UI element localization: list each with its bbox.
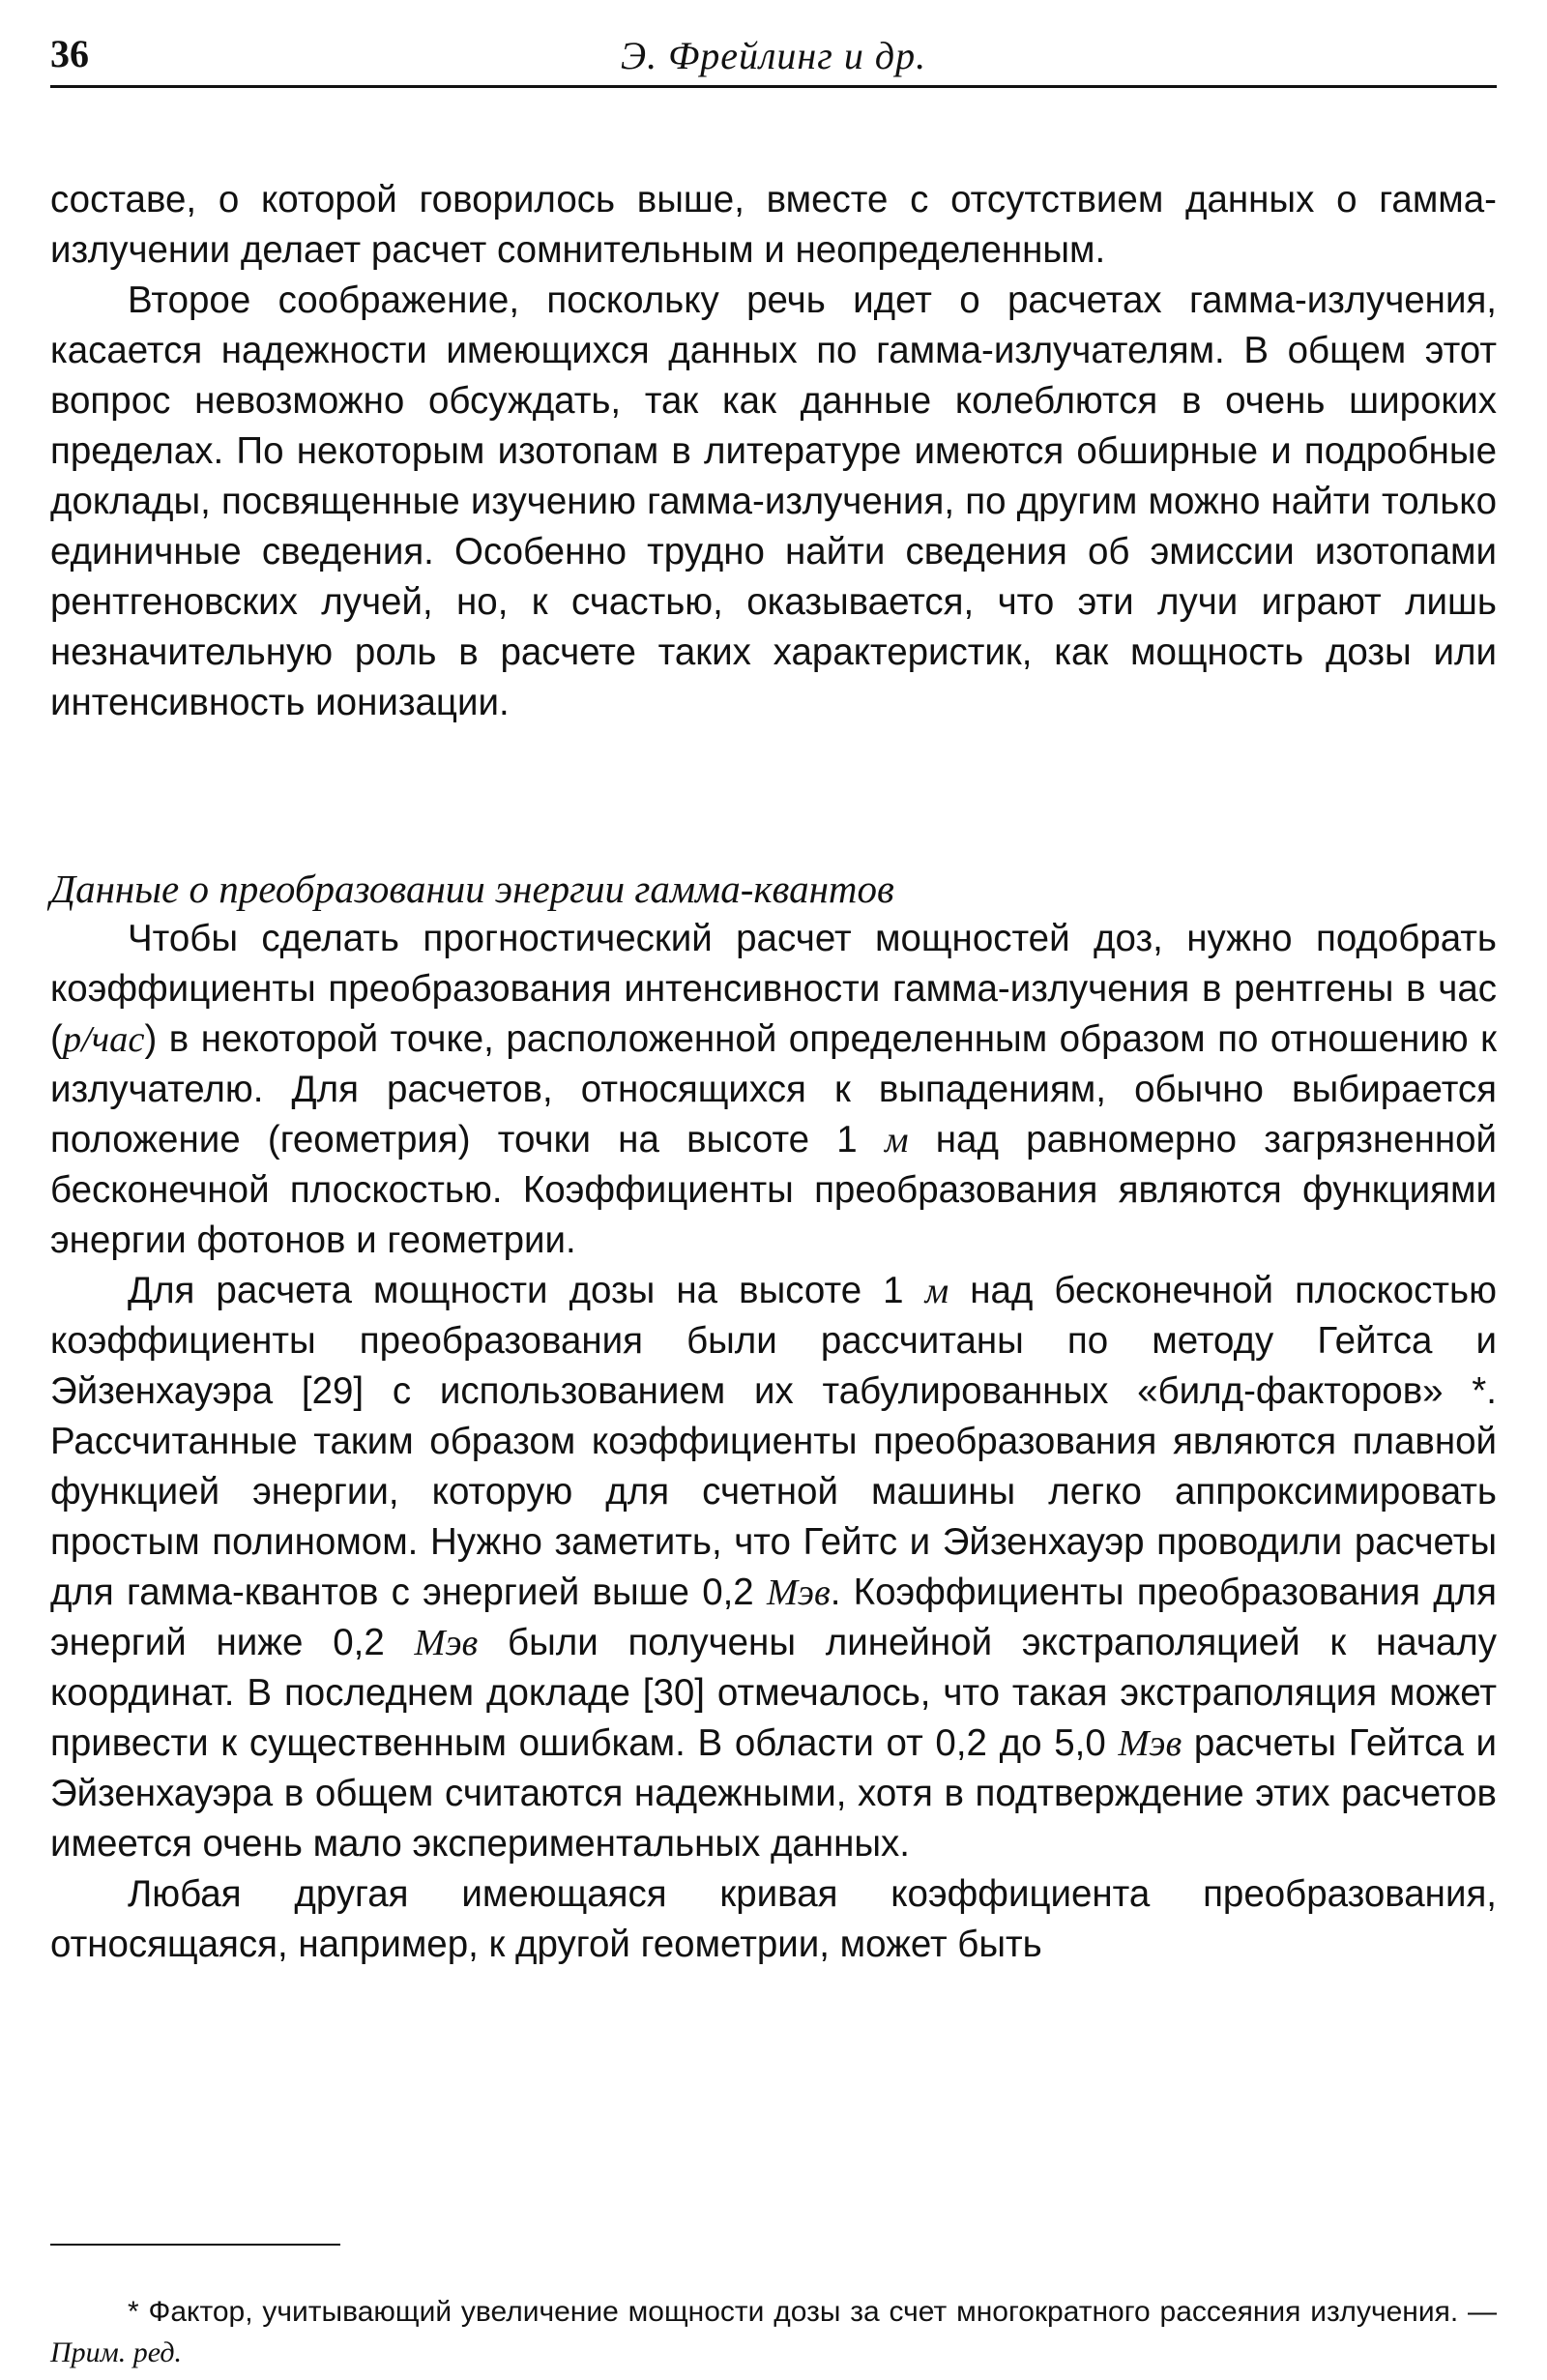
- section-heading: Данные о преобразовании энергии гамма-квантов: [50, 867, 894, 911]
- paragraph-4-text-c: . Коэффициенты преобразования для энергий ниже 0,2: [50, 1572, 1497, 1663]
- paragraph-4-text-e: расчеты Гейтса и Эйзенхауэра в общем считаются надежными, хотя в подтверждение этих расчетов имеется очень мало экспериментальных данных.: [50, 1722, 1497, 1865]
- paragraph-4-text-b: над бесконечной плоскостью коэффициенты преобразования были рассчитаны по методу Гейтса и Эйзенхауэра [29] с использованием их табулированных «билд-факторов» *. Рассчитанные таким образом коэффициенты преобразования являются плавной функцией энергии, которую для счетной машины легко аппроксимировать простым полиномом. Нужно заметить, что Гейтс и Эйзенхауэр проводили расчеты для гамма-квантов с энергией выше 0,2: [50, 1270, 1497, 1613]
- paragraph-4: [50, 1266, 1497, 1869]
- paragraph-1: составе, о которой говорилось выше, вместе с отсутствием данных о гамма-излучении делает расчет сомнительным и неопределенным.: [50, 179, 1497, 271]
- unit-meter: м: [884, 1120, 909, 1161]
- footnote: [50, 2292, 1497, 2373]
- paragraph-3: [50, 914, 1497, 1266]
- unit-roentgen-per-hour: р/час: [62, 1019, 145, 1060]
- running-title: Э. Фрейлинг и др.: [620, 34, 927, 77]
- paragraph-3-text-a: Чтобы сделать прогностический расчет мощностей доз, нужно подобрать коэффициенты преобразования интенсивности гамма-излучения в рентгены в час (: [50, 918, 1497, 1060]
- book-page: [50, 27, 1498, 2368]
- footnote-divider: [50, 2244, 340, 2246]
- unit-mev: Мэв: [414, 1623, 479, 1663]
- paragraph-3-text-b: ) в некоторой точке, расположенной определенным образом по отношению к излучателю. Для расчетов, относящихся к выпадениям, обычно выбирается положение (геометрия) точки на высоте 1: [50, 1018, 1497, 1161]
- paragraph-2: Второе соображение, поскольку речь идет о расчетах гамма-излучения, касается надежности имеющихся данных по гамма-излучателям. В общем этот вопрос невозможно обсуждать, так как данные колеблются в очень широких пределах. По некоторым изотопам в литературе имеются обширные и подробные доклады, посвященные изучению гамма-излучения, по другим можно найти только единичные сведения. Особенно трудно найти сведения об эмиссии изотопами рентгеновских лучей, но, к счастью, оказывается, что эти лучи играют лишь незначительную роль в расчете таких характеристик, как мощность дозы или интенсивность ионизации.: [50, 279, 1497, 723]
- paragraph-5: Любая другая имеющаяся кривая коэффициента преобразования, относящаяся, например, к другой геометрии, может быть: [50, 1873, 1497, 1965]
- body-text: [50, 175, 1497, 1970]
- page-header: [50, 27, 1497, 88]
- editor-note: Прим. ред.: [50, 2336, 183, 2368]
- paragraph-4-text-d: были получены линейной экстраполяцией к началу координат. В последнем докладе [30] отмечалось, что такая экстраполяция может привести к существенным ошибкам. В области от 0,2 до 5,0: [50, 1622, 1498, 1764]
- footnote-text: * Фактор, учитывающий увеличение мощности дозы за счет многократного рассеяния излучения. —: [128, 2296, 1497, 2328]
- paragraph-3-text-c: над равномерно загрязненной бесконечной плоскостью. Коэффициенты преобразования являются функциями энергии фотонов и геометрии.: [50, 1119, 1498, 1261]
- unit-meter: м: [924, 1271, 949, 1311]
- page-number: 36: [50, 32, 89, 75]
- section-gap: [50, 728, 1497, 864]
- paragraph-4-text-a: Для расчета мощности дозы на высоте 1: [128, 1270, 925, 1311]
- unit-mev: Мэв: [766, 1572, 831, 1613]
- unit-mev: Мэв: [1118, 1723, 1182, 1764]
